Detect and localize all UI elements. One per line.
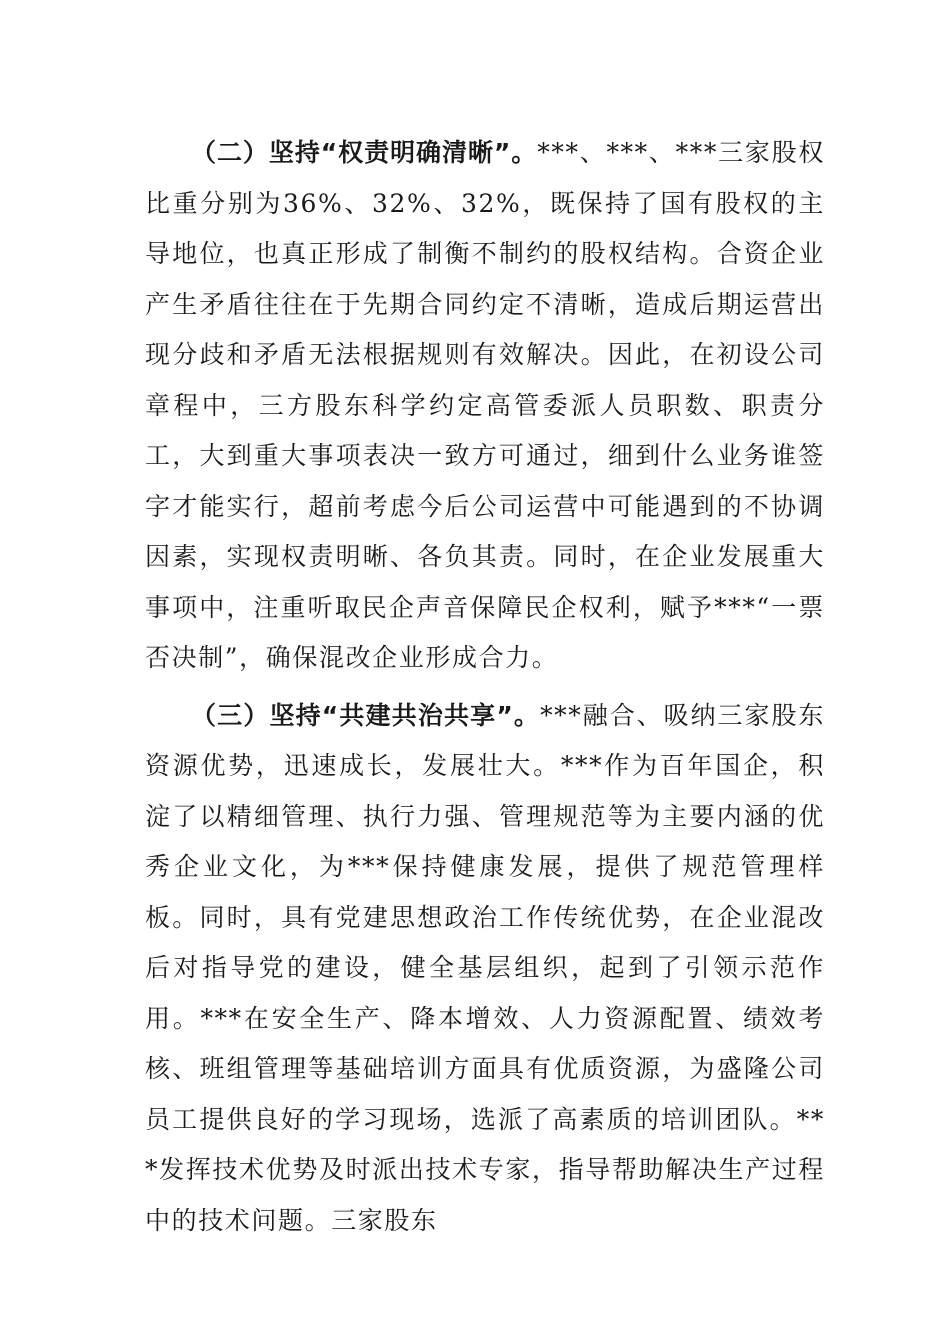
section-3-heading: （三）坚持“共建共治共享”。 [191, 700, 541, 730]
document-body [145, 128, 825, 1246]
section-2-text: ***、***、***三家股权比重分别为36%、32%、32%，既保持了国有股权的主导地位，也真正形成了制衡不制约的股权结构。合资企业产生矛盾往往在于先期合同约定不清晰，造成后期运营出现分歧和矛盾无法根据规则有效解决。因此，在初设公司章程中，三方股东科学约定高管委派人员职数、职责分工，大到重大事项表决一致方可通过，细到什么业务谁签字才能实行，超前考虑今后公司运营中可能遇到的不协调因素，实现权责明晰、各负其责。同时，在企业发展重大事项中，注重听取民企声音保障民企权利，赋予***“一票否决制”，确保混改企业形成合力。 [145, 138, 825, 672]
paragraph-section-3 [145, 691, 825, 1247]
paragraph-section-2 [145, 128, 825, 684]
section-3-text: ***融合、吸纳三家股东资源优势，迅速成长，发展壮大。***作为百年国企，积淀了以精细管理、执行力强、管理规范等为主要内涵的优秀企业文化，为***保持健康发展，提供了规范管理样板。同时，具有党建思想政治工作传统优势，在企业混改后对指导党的建设，健全基层组织，起到了引领示范作用。***在安全生产、降本增效、人力资源配置、绩效考核、班组管理等基础培训方面具有优质资源，为盛隆公司员工提供良好的学习现场，选派了高素质的培训团队。***发挥技术优势及时派出技术专家，指导帮助解决生产过程中的技术问题。三家股东 [145, 700, 826, 1235]
section-2-heading: （二）坚持“权责明确清晰”。 [191, 138, 538, 167]
